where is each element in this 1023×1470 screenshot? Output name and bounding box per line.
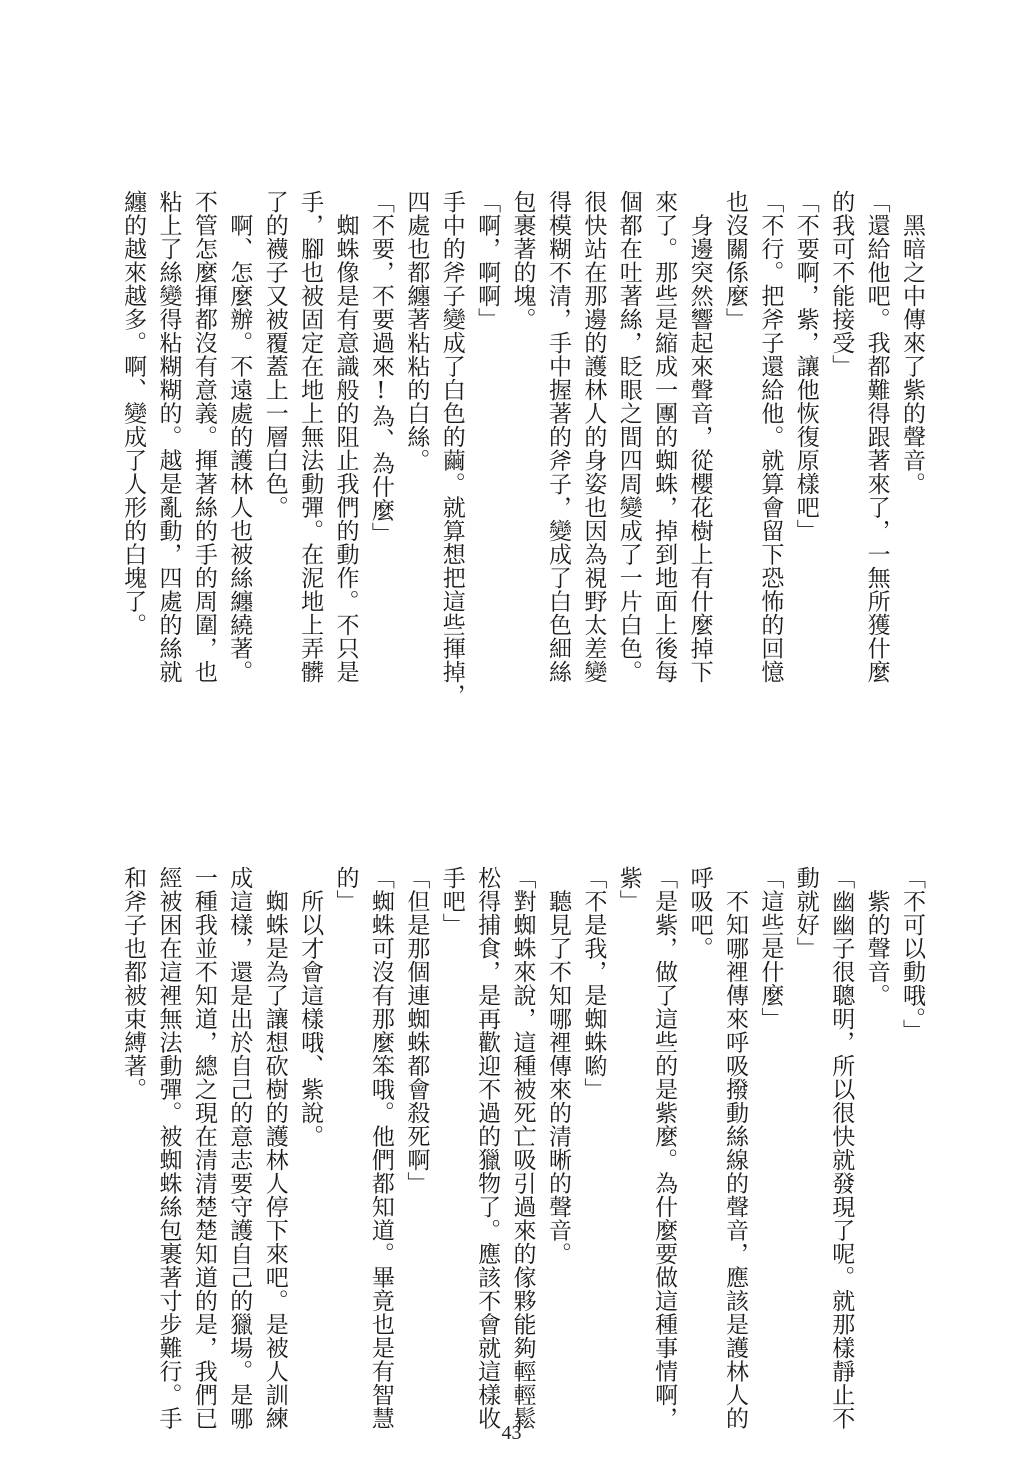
text-column: 蜘蛛是為了讓想砍樹的護林人停下來吧。是被人訓練 xyxy=(261,866,288,1430)
text-column: 包裹著的塊。 xyxy=(509,190,536,331)
text-column: 來了。那些是縮成一團的蜘蛛，掉到地面上後每 xyxy=(651,190,678,684)
text-column: 和斧子也都被束縛著。 xyxy=(120,866,147,1101)
text-column: 「不行。把斧子還給他。就算會留下恐怖的回憶 xyxy=(757,190,784,684)
text-column: 「這些是什麼」 xyxy=(757,866,784,1031)
text-column: 纏的越來越多。啊、變成了人形的白塊了。 xyxy=(120,190,147,637)
text-column: 蜘蛛像是有意識般的阻止我們的動作。不只是 xyxy=(332,190,359,684)
text-column: 「啊，啊啊」 xyxy=(474,190,501,331)
text-column: 「還給他吧。我都難得跟著來了，一無所獲什麼 xyxy=(863,190,890,684)
text-column: 粘上了絲變得粘糊糊的。越是亂動，四處的絲就 xyxy=(155,190,182,684)
text-column: 四處也都纏著粘粘的白絲。 xyxy=(403,190,430,472)
text-column: 啊、怎麼辦。不遠處的護林人也被絲纏繞著。 xyxy=(226,190,253,684)
text-column: 「不要，不要過來!為、為什麼」 xyxy=(367,190,394,546)
text-column: 聽見了不知哪裡傳來的清晰的聲音。 xyxy=(544,866,571,1266)
text-column: 「幽幽子很聰明，所以很快就發現了呢。就那樣靜止不 xyxy=(828,866,855,1430)
text-column: 「蜘蛛可沒有那麼笨哦。他們都知道。畢竟也是有智慧 xyxy=(367,866,394,1430)
text-column: 的我可不能接受」 xyxy=(828,190,855,378)
text-column: 動就好」 xyxy=(792,866,819,960)
text-column: 「不要啊，紫，讓他恢復原樣吧」 xyxy=(792,190,819,543)
text-column: 得模糊不清，手中握著的斧子，變成了白色細絲 xyxy=(544,190,571,684)
text-column: 紫」 xyxy=(615,866,642,913)
text-column: 不知哪裡傳來呼吸撥動絲線的聲音，應該是護林人的 xyxy=(721,866,748,1430)
text-column: 所以才會這樣哦、紫說。 xyxy=(297,866,324,1148)
text-column: 一種我並不知道，總之現在清清楚楚知道的是，我們已 xyxy=(190,866,217,1430)
text-column: 呼吸吧。 xyxy=(686,866,713,960)
text-column: 松得捕食，是再歡迎不過的獵物了。應該不會就這樣收 xyxy=(474,866,501,1430)
text-column: 個都在吐著絲，眨眼之間四周變成了一片白色。 xyxy=(615,190,642,684)
text-column: 「不可以動哦。」 xyxy=(899,866,925,1043)
text-column: 身邊突然響起來聲音，從櫻花樹上有什麼掉下 xyxy=(686,190,713,684)
text-column: 「是紫，做了這些的是紫麼。為什麼要做這種事情啊， xyxy=(651,866,678,1430)
text-column: 了的襪子又被覆蓋上一層白色。 xyxy=(261,190,288,519)
upper-text-block xyxy=(115,190,929,730)
page-number: 43 xyxy=(501,1422,522,1444)
text-column: 也沒關係麼」 xyxy=(721,190,748,331)
text-column: 不管怎麼揮都沒有意義。揮著絲的手的周圍，也 xyxy=(190,190,217,684)
text-column: 手，腳也被固定在地上無法動彈。在泥地上弄髒 xyxy=(297,190,324,684)
text-column: 的」 xyxy=(332,866,359,913)
text-column: 手吧」 xyxy=(438,866,465,937)
text-column: 成這樣，還是出於自己的意志要守護自己的獵場。是哪 xyxy=(226,866,253,1430)
lower-text-block xyxy=(115,866,929,1430)
text-column: 紫的聲音。 xyxy=(863,866,890,1007)
text-column: 黑暗之中傳來了紫的聲音。 xyxy=(899,190,925,496)
text-column: 「不是我，是蜘蛛喲」 xyxy=(580,866,607,1101)
text-column: 「對蜘蛛來說，這種被死亡吸引過來的傢夥能夠輕輕鬆 xyxy=(509,866,536,1430)
text-column: 很快站在那邊的護林人的身姿也因為視野太差變 xyxy=(580,190,607,684)
text-column: 手中的斧子變成了白色的繭。就算想把這些揮掉， xyxy=(438,190,465,707)
text-column: 經被困在這裡無法動彈。被蜘蛛絲包裹著寸步難行。手 xyxy=(155,866,182,1430)
text-column: 「但是那個連蜘蛛都會殺死啊」 xyxy=(403,866,430,1195)
